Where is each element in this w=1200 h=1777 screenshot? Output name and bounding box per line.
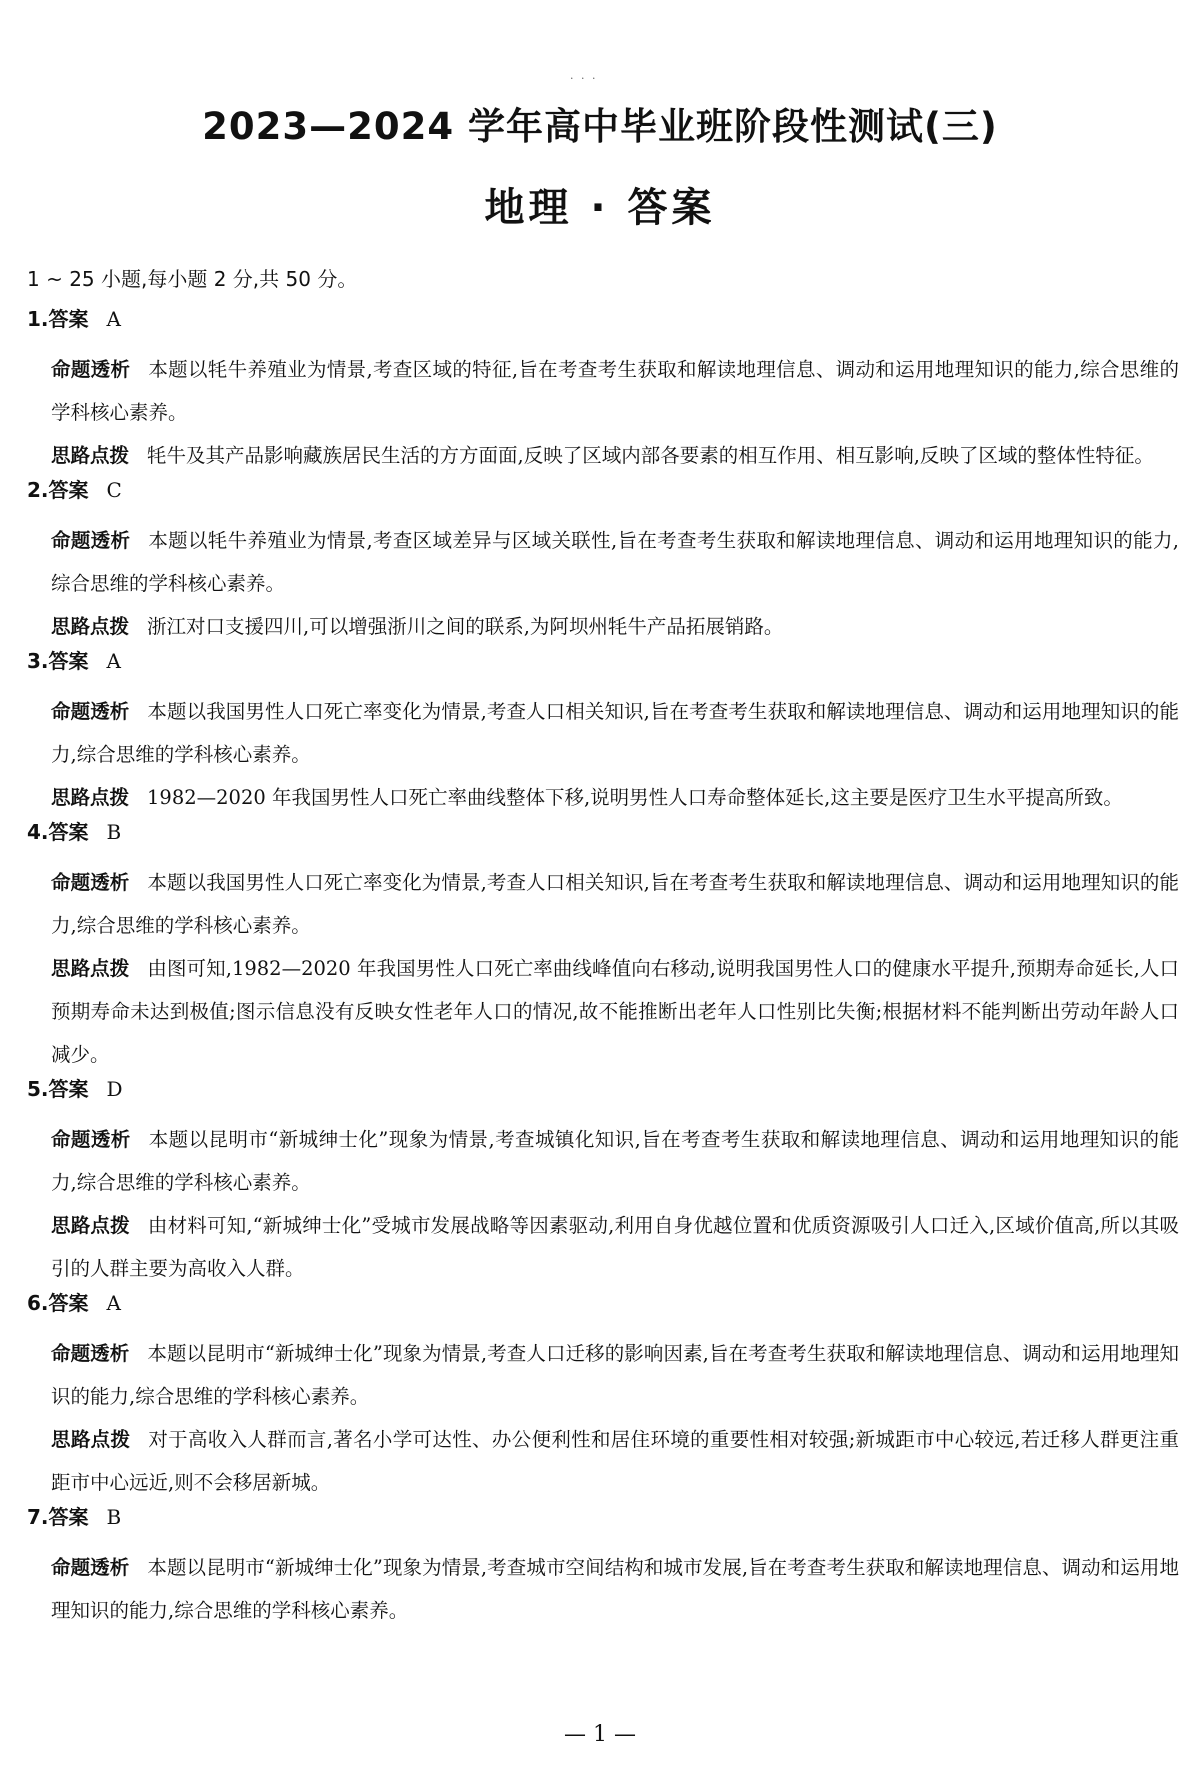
answer-label: 答案 [48, 307, 89, 331]
header-mark: · · · [570, 72, 598, 85]
question-header [27, 1076, 1179, 1118]
question-block [27, 1290, 1179, 1504]
hint-text: 浙江对口支援四川,可以增强浙川之间的联系,为阿坝州牦牛产品拓展销路。 [147, 615, 784, 638]
hint-label: 思路点拨 [51, 615, 130, 638]
hint-label: 思路点拨 [51, 444, 130, 467]
question-number: 7. [27, 1505, 49, 1529]
analysis-text: 本题以昆明市“新城绅士化”现象为情景,考查城市空间结构和城市发展,旨在考查考生获取和解读地理信息、调动和运用地理知识的能力,综合思维的学科核心素养。 [51, 1556, 1179, 1622]
question-number: 2. [27, 478, 49, 502]
analysis-text: 本题以昆明市“新城绅士化”现象为情景,考查人口迁移的影响因素,旨在考查考生获取和解读地理信息、调动和运用地理知识的能力,综合思维的学科核心素养。 [51, 1342, 1179, 1408]
question-block [27, 306, 1179, 477]
question-block [27, 819, 1179, 1076]
analysis-label: 命题透析 [51, 529, 131, 552]
hint-text: 1982—2020 年我国男性人口死亡率曲线整体下移,说明男性人口寿命整体延长,这主要是医疗卫生水平提高所致。 [147, 786, 1123, 809]
answer-label: 答案 [48, 1077, 89, 1101]
hint-label: 思路点拨 [51, 1214, 130, 1237]
question-number: 6. [27, 1291, 49, 1315]
hint-label: 思路点拨 [51, 786, 130, 809]
hint-label: 思路点拨 [51, 957, 130, 980]
analysis-paragraph [27, 1118, 1179, 1204]
analysis-label: 命题透析 [51, 1556, 130, 1579]
page-subtitle: 地理 · 答案 [484, 185, 716, 231]
analysis-label: 命题透析 [51, 358, 131, 381]
question-header [27, 306, 1179, 348]
analysis-label: 命题透析 [51, 1128, 131, 1151]
question-header [27, 1290, 1179, 1332]
question-header [27, 648, 1179, 690]
answer-value: B [106, 820, 122, 844]
hint-text: 牦牛及其产品影响藏族居民生活的方方面面,反映了区域内部各要素的相互作用、相互影响,反映了区域的整体性特征。 [147, 444, 1154, 467]
analysis-text: 本题以昆明市“新城绅士化”现象为情景,考查城镇化知识,旨在考查考生获取和解读地理信息、调动和运用地理知识的能力,综合思维的学科核心素养。 [51, 1128, 1179, 1194]
analysis-text: 本题以我国男性人口死亡率变化为情景,考查人口相关知识,旨在考查考生获取和解读地理信息、调动和运用地理知识的能力,综合思维的学科核心素养。 [51, 871, 1179, 937]
page-title: 2023—2024 学年高中毕业班阶段性测试(三) [202, 105, 998, 148]
analysis-label: 命题透析 [51, 700, 130, 723]
section-intro: 1 ~ 25 小题,每小题 2 分,共 50 分。 [27, 267, 358, 291]
answer-label: 答案 [48, 820, 89, 844]
question-block [27, 648, 1179, 819]
hint-paragraph [27, 947, 1179, 1076]
analysis-paragraph [27, 1332, 1179, 1418]
question-header [27, 1504, 1179, 1546]
answer-value: A [106, 1291, 121, 1315]
hint-paragraph [27, 776, 1179, 819]
question-block [27, 1076, 1179, 1290]
answer-label: 答案 [48, 478, 89, 502]
question-block [27, 1504, 1179, 1632]
hint-label: 思路点拨 [51, 1428, 131, 1451]
question-number: 1. [27, 307, 49, 331]
question-block [27, 477, 1179, 648]
analysis-paragraph [27, 519, 1179, 605]
analysis-text: 本题以我国男性人口死亡率变化为情景,考查人口相关知识,旨在考查考生获取和解读地理信息、调动和运用地理知识的能力,综合思维的学科核心素养。 [51, 700, 1179, 766]
hint-text: 由材料可知,“新城绅士化”受城市发展战略等因素驱动,利用自身优越位置和优质资源吸引人口迁入,区域价值高,所以其吸引的人群主要为高收入人群。 [51, 1214, 1179, 1280]
analysis-text: 本题以牦牛养殖业为情景,考查区域差异与区域关联性,旨在考查考生获取和解读地理信息、调动和运用地理知识的能力,综合思维的学科核心素养。 [51, 529, 1179, 595]
hint-text: 对于高收入人群而言,著名小学可达性、办公便利性和居住环境的重要性相对较强;新城距市中心较远,若迁移人群更注重距市中心远近,则不会移居新城。 [51, 1428, 1179, 1494]
analysis-paragraph [27, 690, 1179, 776]
answer-value: C [106, 478, 122, 502]
question-number: 3. [27, 649, 49, 673]
answer-label: 答案 [48, 1291, 89, 1315]
analysis-paragraph [27, 348, 1179, 434]
analysis-label: 命题透析 [51, 871, 130, 894]
answer-value: A [106, 307, 121, 331]
question-header [27, 477, 1179, 519]
hint-text: 由图可知,1982—2020 年我国男性人口死亡率曲线峰值向右移动,说明我国男性人口的健康水平提升,预期寿命延长,人口预期寿命未达到极值;图示信息没有反映女性老年人口的情况,故不能推断出老年人口性别比失衡;根据材料不能判断出劳动年龄人口减少。 [51, 957, 1179, 1066]
question-header [27, 819, 1179, 861]
analysis-paragraph [27, 1546, 1179, 1632]
hint-paragraph [27, 605, 1179, 648]
analysis-paragraph [27, 861, 1179, 947]
hint-paragraph [27, 1204, 1179, 1290]
page-number: — 1 — [564, 1722, 636, 1747]
answer-content [27, 266, 1179, 1632]
hint-paragraph [27, 1418, 1179, 1504]
answer-value: B [106, 1505, 122, 1529]
answer-value: D [106, 1077, 123, 1101]
question-number: 4. [27, 820, 49, 844]
answer-label: 答案 [48, 649, 89, 673]
analysis-text: 本题以牦牛养殖业为情景,考查区域的特征,旨在考查考生获取和解读地理信息、调动和运用地理知识的能力,综合思维的学科核心素养。 [51, 358, 1179, 424]
analysis-label: 命题透析 [51, 1342, 130, 1365]
hint-paragraph [27, 434, 1179, 477]
answer-value: A [106, 649, 121, 673]
answer-label: 答案 [48, 1505, 89, 1529]
question-number: 5. [27, 1077, 49, 1101]
